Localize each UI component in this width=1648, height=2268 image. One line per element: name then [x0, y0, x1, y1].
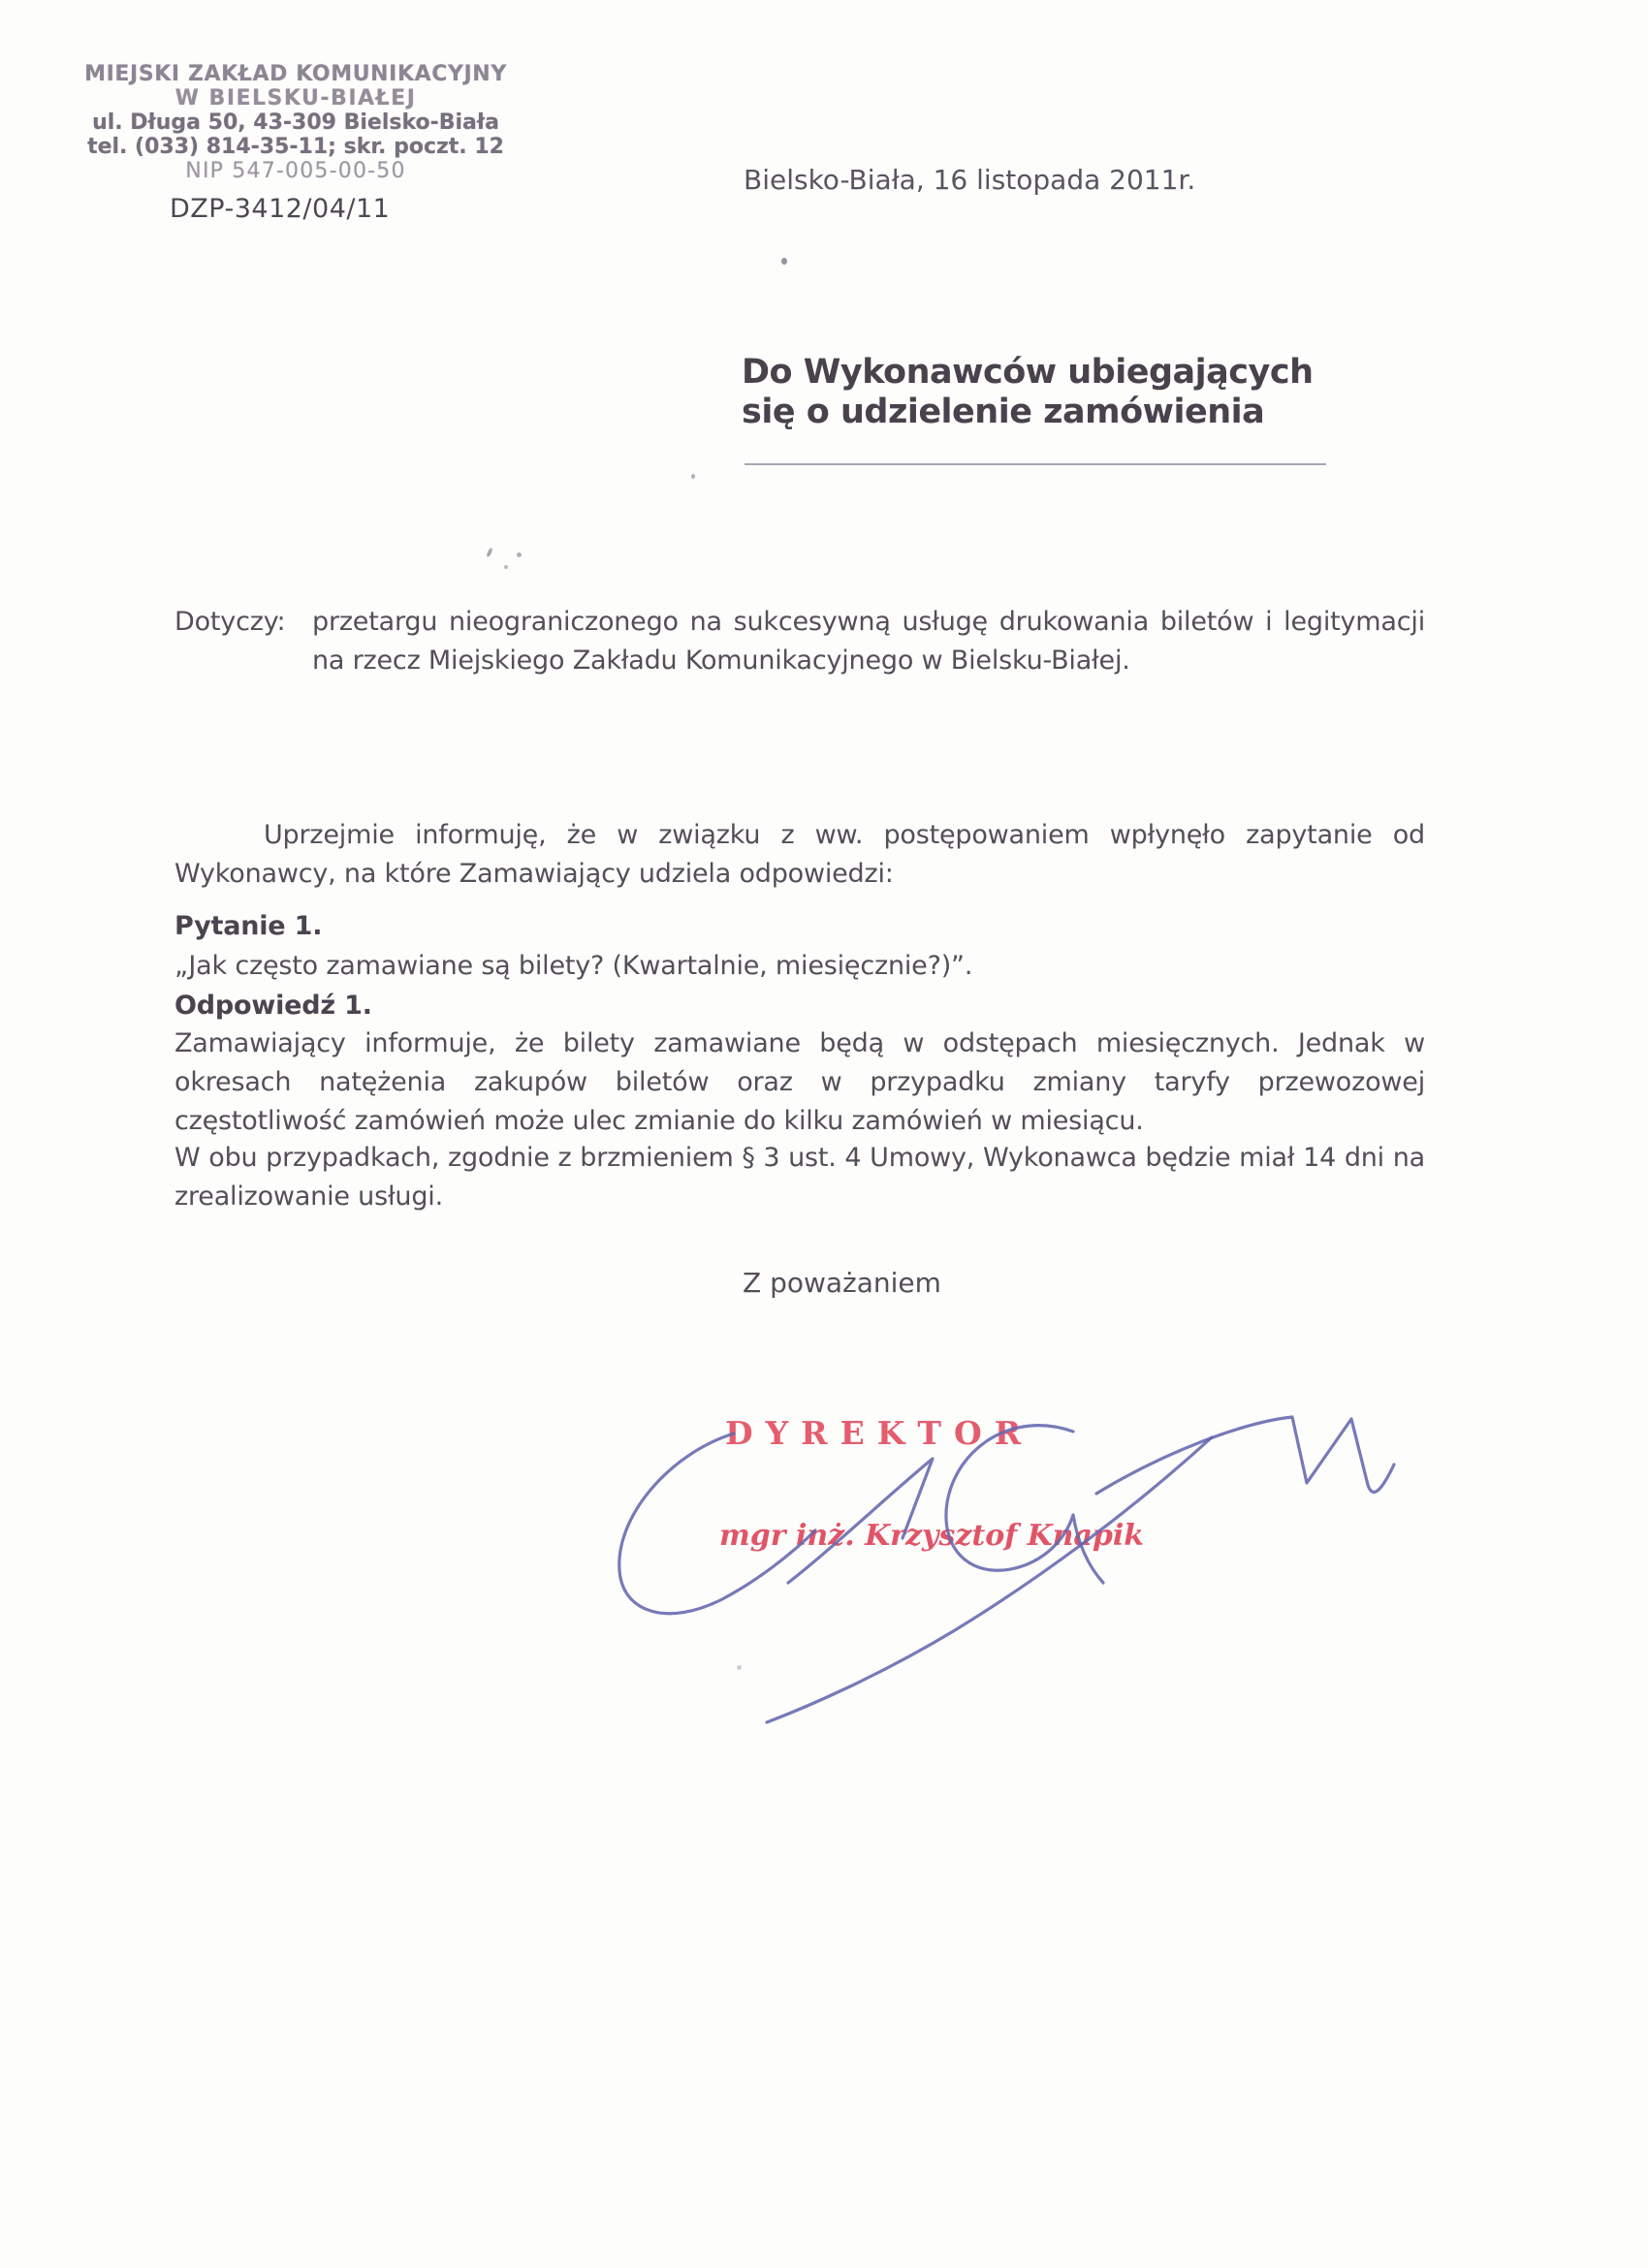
subject-text: przetargu nieograniczonego na sukcesywną usługę drukowania biletów i legitymacji na rzecz Miejskiego Zakładu Komunikacyjnego w Bielsku-Białej.: [312, 607, 1425, 676]
intro-paragraph: Uprzejmie informuję, że w związku z ww. postępowaniem wpłynęło zapytanie od Wykonawcy, na które Zamawiający udziela odpowiedzi:: [174, 820, 1425, 889]
place-and-date: Bielsko-Biała, 16 listopada 2011r.: [744, 164, 1196, 196]
signature-stroke-diagonal: [767, 1437, 1212, 1722]
reference-number: DZP-3412/04/11: [170, 194, 391, 224]
addressee-underline: [745, 463, 1326, 465]
scan-speck: [504, 565, 508, 569]
signature-stroke-g: [946, 1426, 1103, 1583]
signature-stroke-left-loop: [619, 1433, 815, 1614]
addressee-line-2: się o udzielenie zamówienia: [742, 393, 1265, 431]
company-stamp: [82, 62, 509, 183]
scan-speck: [691, 474, 695, 479]
stamp-phone: tel. (033) 814-35-11; skr. poczt. 12: [87, 135, 504, 159]
stamp-company-city: W BIELSKU-BIAŁEJ: [174, 86, 417, 110]
stamp-nip: NIP 547-005-00-50: [185, 159, 406, 183]
valediction: Z poważaniem: [743, 1267, 941, 1299]
signer-title-stamp: DYREKTOR: [725, 1414, 1034, 1452]
addressee-heading: [742, 353, 1314, 432]
signer-name-stamp: mgr inż. Krzysztof Knapik: [719, 1519, 1145, 1553]
scan-speck: [737, 1665, 742, 1670]
scan-speck: [517, 552, 522, 557]
handwritten-signature: [577, 1371, 1410, 1740]
signature-stroke-w: [1096, 1417, 1394, 1494]
signature-stroke-peak: [788, 1459, 933, 1583]
question-heading: Pytanie 1.: [174, 911, 323, 941]
scan-speck: [781, 258, 787, 265]
question-text: „Jak często zamawiane są bilety? (Kwartalnie, miesięcznie?)”.: [174, 951, 973, 981]
answer-heading: Odpowiedź 1.: [174, 991, 372, 1021]
answer-paragraph-2: W obu przypadkach, zgodnie z brzmieniem § 3 ust. 4 Umowy, Wykonawca będzie miał 14 dni na zrealizowanie usługi.: [174, 1143, 1425, 1212]
subject-label: Dotyczy:: [174, 607, 286, 637]
answer-paragraph: Zamawiający informuje, że bilety zamawiane będą w odstępach miesięcznych. Jednak w okresach natężenia zakupów biletów oraz w przypadku zmiany taryfy przewozowej częstotliwość zamówień może ulec zmianie do kilku zamówień w miesiącu.: [174, 1028, 1425, 1136]
scan-speck: [486, 548, 493, 558]
stamp-company-name: MIEJSKI ZAKŁAD KOMUNIKACYJNY: [84, 62, 507, 86]
stamp-address: ul. Długa 50, 43-309 Bielsko-Biała: [92, 110, 499, 135]
addressee-line-1: Do Wykonawców ubiegających: [742, 353, 1314, 392]
